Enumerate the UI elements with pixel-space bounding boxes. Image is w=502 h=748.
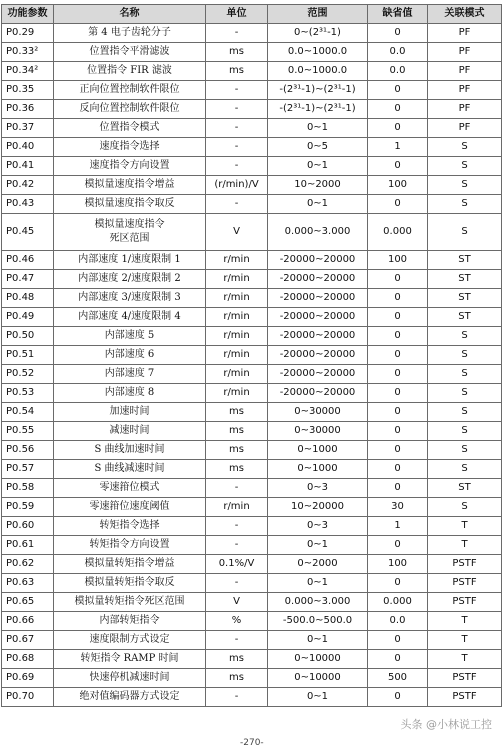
cell-default: 0: [368, 384, 428, 403]
parameter-table: [1, 4, 502, 707]
cell-default: 0.000: [368, 593, 428, 612]
cell-unit: -: [206, 119, 268, 138]
cell-unit: -: [206, 479, 268, 498]
cell-mode: T: [428, 612, 502, 631]
cell-name: 速度指令选择: [54, 138, 206, 157]
cell-mode: S: [428, 157, 502, 176]
cell-default: 0: [368, 403, 428, 422]
cell-default: 0: [368, 365, 428, 384]
cell-default: 0.0: [368, 62, 428, 81]
table-row: [2, 176, 502, 195]
cell-range: 0~5: [268, 138, 368, 157]
cell-default: 100: [368, 251, 428, 270]
cell-code: P0.61: [2, 536, 54, 555]
cell-default: 0: [368, 119, 428, 138]
cell-name: 反向位置控制软件限位: [54, 100, 206, 119]
cell-mode: ST: [428, 251, 502, 270]
cell-range: -20000~20000: [268, 308, 368, 327]
header-default: 缺省值: [368, 5, 428, 24]
table-row: [2, 384, 502, 403]
cell-default: 0: [368, 100, 428, 119]
cell-range: -500.0~500.0: [268, 612, 368, 631]
cell-name: 模拟量转矩指令增益: [54, 555, 206, 574]
table-row: [2, 62, 502, 81]
table-row: [2, 365, 502, 384]
cell-mode: S: [428, 460, 502, 479]
header-unit: 单位: [206, 5, 268, 24]
table-row: [2, 327, 502, 346]
cell-range: 0~1: [268, 574, 368, 593]
cell-default: 500: [368, 669, 428, 688]
page-number: -270-: [240, 738, 264, 748]
cell-unit: r/min: [206, 327, 268, 346]
cell-default: 0: [368, 327, 428, 346]
table-row: [2, 308, 502, 327]
table-row: [2, 100, 502, 119]
cell-unit: -: [206, 536, 268, 555]
cell-default: 0: [368, 157, 428, 176]
cell-code: P0.53: [2, 384, 54, 403]
cell-code: P0.33²: [2, 43, 54, 62]
cell-code: P0.43: [2, 195, 54, 214]
cell-code: P0.41: [2, 157, 54, 176]
cell-name-line1: 模拟量速度指令: [94, 219, 165, 230]
cell-code: P0.51: [2, 346, 54, 365]
cell-code: P0.52: [2, 365, 54, 384]
cell-range: 0~1: [268, 119, 368, 138]
cell-default: 0: [368, 631, 428, 650]
cell-mode: PSTF: [428, 574, 502, 593]
cell-default: 0: [368, 650, 428, 669]
cell-mode: S: [428, 327, 502, 346]
cell-default: 1: [368, 138, 428, 157]
table-row: [2, 669, 502, 688]
table-row: [2, 24, 502, 43]
table-row: [2, 289, 502, 308]
table-row: [2, 631, 502, 650]
cell-default: 1: [368, 517, 428, 536]
cell-unit: -: [206, 195, 268, 214]
cell-unit: r/min: [206, 346, 268, 365]
cell-range: -20000~20000: [268, 251, 368, 270]
table-row: [2, 574, 502, 593]
cell-code: P0.35: [2, 81, 54, 100]
cell-code: P0.46: [2, 251, 54, 270]
cell-name: 减速时间: [54, 422, 206, 441]
cell-name: S 曲线加速时间: [54, 441, 206, 460]
cell-name: 第 4 电子齿轮分子: [54, 24, 206, 43]
cell-range: -20000~20000: [268, 289, 368, 308]
cell-code: P0.59: [2, 498, 54, 517]
cell-default: 0: [368, 195, 428, 214]
table-row: [2, 43, 502, 62]
cell-default: 0: [368, 422, 428, 441]
cell-unit: r/min: [206, 498, 268, 517]
cell-unit: -: [206, 100, 268, 119]
table-row: [2, 403, 502, 422]
cell-mode: S: [428, 365, 502, 384]
cell-mode: PF: [428, 43, 502, 62]
cell-code: P0.67: [2, 631, 54, 650]
table-row: [2, 688, 502, 707]
cell-code: P0.66: [2, 612, 54, 631]
table-row: [2, 138, 502, 157]
table-row: [2, 498, 502, 517]
cell-mode: T: [428, 650, 502, 669]
cell-name: 位置指令 FIR 滤波: [54, 62, 206, 81]
cell-default: 0: [368, 81, 428, 100]
cell-range: 0~1: [268, 157, 368, 176]
table-row: [2, 270, 502, 289]
cell-name: 位置指令模式: [54, 119, 206, 138]
cell-mode: PF: [428, 119, 502, 138]
cell-default: 0: [368, 574, 428, 593]
cell-range: 0.000~3.000: [268, 593, 368, 612]
cell-unit: V: [206, 214, 268, 251]
cell-default: 0: [368, 479, 428, 498]
cell-name: 模拟量速度指令取反: [54, 195, 206, 214]
cell-mode: T: [428, 517, 502, 536]
cell-default: 0: [368, 24, 428, 43]
cell-code: P0.70: [2, 688, 54, 707]
cell-unit: %: [206, 612, 268, 631]
cell-mode: PSTF: [428, 593, 502, 612]
cell-code: P0.55: [2, 422, 54, 441]
table-row: [2, 346, 502, 365]
cell-default: 0: [368, 346, 428, 365]
cell-code: P0.57: [2, 460, 54, 479]
cell-default: 0: [368, 308, 428, 327]
table-row: [2, 195, 502, 214]
cell-unit: 0.1%/V: [206, 555, 268, 574]
cell-mode: PSTF: [428, 555, 502, 574]
cell-name: 转矩指令方向设置: [54, 536, 206, 555]
header-mode: 关联模式: [428, 5, 502, 24]
cell-unit: r/min: [206, 308, 268, 327]
cell-name: 绝对值编码器方式设定: [54, 688, 206, 707]
cell-default: 0: [368, 460, 428, 479]
cell-mode: T: [428, 631, 502, 650]
cell-unit: r/min: [206, 251, 268, 270]
cell-mode: ST: [428, 289, 502, 308]
cell-name: 速度限制方式设定: [54, 631, 206, 650]
cell-unit: -: [206, 517, 268, 536]
cell-range: 0~1: [268, 631, 368, 650]
cell-range: 0~2000: [268, 555, 368, 574]
cell-range: 0~1: [268, 195, 368, 214]
cell-mode: S: [428, 441, 502, 460]
table-row: [2, 119, 502, 138]
cell-name: 内部速度 8: [54, 384, 206, 403]
cell-name: 零速箝位速度阈值: [54, 498, 206, 517]
cell-name-line2: 死区范围: [109, 233, 150, 244]
cell-range: 10~20000: [268, 498, 368, 517]
cell-range: 0~3: [268, 517, 368, 536]
cell-name: 加速时间: [54, 403, 206, 422]
cell-code: P0.37: [2, 119, 54, 138]
table-row: [2, 460, 502, 479]
cell-mode: S: [428, 138, 502, 157]
header-code: 功能参数: [2, 5, 54, 24]
cell-range: -(2³¹-1)~(2³¹-1): [268, 81, 368, 100]
cell-code: P0.34²: [2, 62, 54, 81]
cell-code: P0.62: [2, 555, 54, 574]
cell-unit: ms: [206, 43, 268, 62]
cell-range: 0~1: [268, 536, 368, 555]
cell-name: 内部速度 6: [54, 346, 206, 365]
cell-code: P0.65: [2, 593, 54, 612]
cell-default: 100: [368, 555, 428, 574]
cell-default: 0: [368, 688, 428, 707]
cell-name: S 曲线减速时间: [54, 460, 206, 479]
cell-name: [54, 214, 206, 251]
cell-name: 内部速度 3/速度限制 3: [54, 289, 206, 308]
table-row: [2, 593, 502, 612]
table-body: [2, 24, 502, 707]
cell-code: P0.58: [2, 479, 54, 498]
cell-unit: -: [206, 138, 268, 157]
cell-range: -20000~20000: [268, 327, 368, 346]
cell-range: -20000~20000: [268, 384, 368, 403]
cell-code: P0.69: [2, 669, 54, 688]
cell-code: P0.42: [2, 176, 54, 195]
cell-default: 0.000: [368, 214, 428, 251]
cell-range: -20000~20000: [268, 346, 368, 365]
cell-mode: PF: [428, 100, 502, 119]
cell-unit: r/min: [206, 365, 268, 384]
cell-default: 0.0: [368, 612, 428, 631]
cell-mode: ST: [428, 308, 502, 327]
cell-mode: T: [428, 536, 502, 555]
cell-code: P0.63: [2, 574, 54, 593]
cell-code: P0.54: [2, 403, 54, 422]
cell-range: 0.0~1000.0: [268, 62, 368, 81]
cell-range: -(2³¹-1)~(2³¹-1): [268, 100, 368, 119]
cell-default: 100: [368, 176, 428, 195]
cell-unit: ms: [206, 650, 268, 669]
cell-unit: -: [206, 688, 268, 707]
cell-range: 0~1: [268, 688, 368, 707]
cell-code: P0.48: [2, 289, 54, 308]
cell-unit: ms: [206, 441, 268, 460]
cell-range: -20000~20000: [268, 365, 368, 384]
cell-range: 0~(2³¹-1): [268, 24, 368, 43]
cell-name: 内部速度 1/速度限制 1: [54, 251, 206, 270]
cell-default: 0: [368, 270, 428, 289]
cell-mode: S: [428, 176, 502, 195]
cell-name: 正向位置控制软件限位: [54, 81, 206, 100]
cell-unit: -: [206, 157, 268, 176]
cell-code: P0.29: [2, 24, 54, 43]
cell-mode: PSTF: [428, 669, 502, 688]
cell-range: 0~30000: [268, 422, 368, 441]
cell-name: 内部速度 2/速度限制 2: [54, 270, 206, 289]
cell-default: 30: [368, 498, 428, 517]
cell-unit: ms: [206, 422, 268, 441]
cell-code: P0.36: [2, 100, 54, 119]
cell-mode: PF: [428, 81, 502, 100]
cell-name: 转矩指令 RAMP 时间: [54, 650, 206, 669]
cell-name: 模拟量转矩指令取反: [54, 574, 206, 593]
table-row: [2, 157, 502, 176]
cell-mode: S: [428, 214, 502, 251]
table-row: [2, 479, 502, 498]
cell-range: 0~1000: [268, 460, 368, 479]
cell-unit: -: [206, 81, 268, 100]
cell-name: 内部速度 4/速度限制 4: [54, 308, 206, 327]
cell-range: 10~2000: [268, 176, 368, 195]
cell-name: 内部转矩指令: [54, 612, 206, 631]
cell-name: 内部速度 5: [54, 327, 206, 346]
cell-mode: PF: [428, 62, 502, 81]
watermark: 头条 @小林说工控: [400, 718, 492, 731]
cell-range: 0~10000: [268, 669, 368, 688]
cell-unit: -: [206, 24, 268, 43]
cell-code: P0.50: [2, 327, 54, 346]
cell-unit: ms: [206, 62, 268, 81]
table-row: [2, 650, 502, 669]
header-range: 范围: [268, 5, 368, 24]
table-row: [2, 536, 502, 555]
cell-unit: -: [206, 631, 268, 650]
cell-unit: V: [206, 593, 268, 612]
cell-name: 零速箝位模式: [54, 479, 206, 498]
cell-default: 0: [368, 289, 428, 308]
cell-unit: ms: [206, 669, 268, 688]
cell-range: 0.000~3.000: [268, 214, 368, 251]
cell-name: 位置指令平滑滤波: [54, 43, 206, 62]
cell-code: P0.40: [2, 138, 54, 157]
cell-range: -20000~20000: [268, 270, 368, 289]
cell-name: 转矩指令选择: [54, 517, 206, 536]
cell-unit: ms: [206, 460, 268, 479]
table-row: [2, 422, 502, 441]
cell-default: 0: [368, 441, 428, 460]
cell-unit: (r/min)/V: [206, 176, 268, 195]
cell-name: 内部速度 7: [54, 365, 206, 384]
cell-code: P0.56: [2, 441, 54, 460]
cell-range: 0~30000: [268, 403, 368, 422]
cell-name: 模拟量速度指令增益: [54, 176, 206, 195]
cell-code: P0.47: [2, 270, 54, 289]
cell-unit: r/min: [206, 289, 268, 308]
cell-mode: ST: [428, 479, 502, 498]
cell-name: 快速停机减速时间: [54, 669, 206, 688]
table-row: [2, 251, 502, 270]
table-row: [2, 441, 502, 460]
cell-mode: S: [428, 346, 502, 365]
cell-mode: S: [428, 384, 502, 403]
cell-code: P0.68: [2, 650, 54, 669]
cell-name: 速度指令方向设置: [54, 157, 206, 176]
cell-code: P0.60: [2, 517, 54, 536]
cell-mode: PSTF: [428, 688, 502, 707]
table-row: [2, 555, 502, 574]
table-row: [2, 517, 502, 536]
table-row: [2, 214, 502, 251]
cell-mode: ST: [428, 270, 502, 289]
cell-mode: S: [428, 498, 502, 517]
cell-mode: S: [428, 195, 502, 214]
cell-code: P0.49: [2, 308, 54, 327]
cell-code: P0.45: [2, 214, 54, 251]
cell-range: 0.0~1000.0: [268, 43, 368, 62]
header-name: 名称: [54, 5, 206, 24]
cell-unit: ms: [206, 403, 268, 422]
cell-unit: r/min: [206, 384, 268, 403]
cell-mode: S: [428, 403, 502, 422]
cell-range: 0~1000: [268, 441, 368, 460]
cell-default: 0: [368, 536, 428, 555]
table-row: [2, 612, 502, 631]
table-header-row: [2, 5, 502, 24]
cell-mode: PF: [428, 24, 502, 43]
table-row: [2, 81, 502, 100]
cell-name: 模拟量转矩指令死区范围: [54, 593, 206, 612]
cell-range: 0~10000: [268, 650, 368, 669]
cell-range: 0~3: [268, 479, 368, 498]
cell-unit: r/min: [206, 270, 268, 289]
cell-unit: -: [206, 574, 268, 593]
cell-mode: S: [428, 422, 502, 441]
cell-default: 0.0: [368, 43, 428, 62]
